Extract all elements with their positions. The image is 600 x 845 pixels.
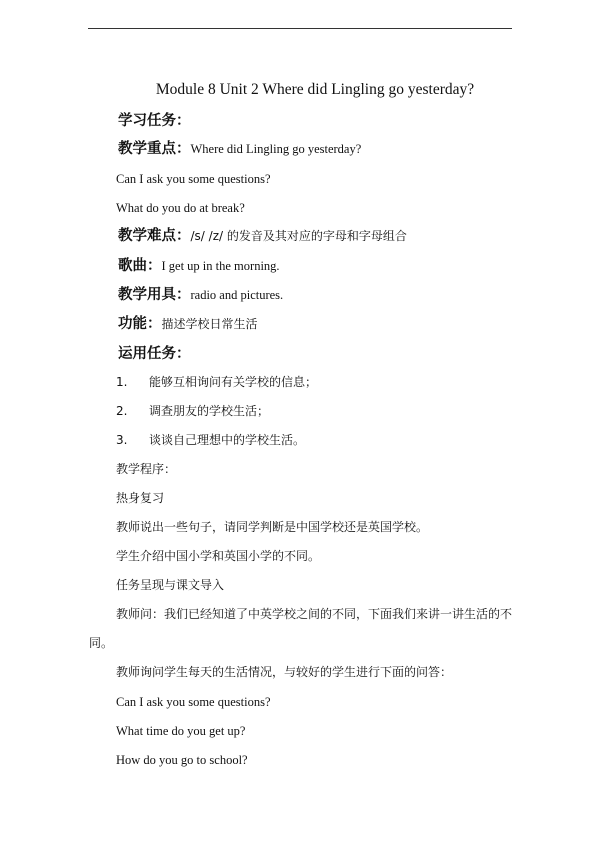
difficulty-line	[118, 228, 407, 244]
procedure-heading: 教学程序：	[116, 462, 177, 476]
warmup-heading: 热身复习	[116, 491, 165, 505]
key-point-text: Where did Lingling go yesterday?	[190, 142, 362, 156]
presentation-heading: 任务呈现与课文导入	[116, 578, 225, 592]
list-item-text: 能够互相询问有关学校的信息；	[149, 375, 318, 389]
key-point-line	[118, 141, 361, 157]
header-rule	[88, 28, 512, 29]
list-item-text: 调查朋友的学校生活；	[149, 404, 270, 418]
list-item	[116, 374, 317, 390]
list-item-text: 谈谈自己理想中的学校生活。	[149, 433, 306, 447]
song-line	[118, 258, 280, 274]
difficulty-label: 教学难点：	[118, 228, 191, 244]
tools-label: 教学用具：	[118, 287, 191, 303]
teacher-asks-line: 教师询问学生每天的生活情况，与较好的学生进行下面的问答：	[116, 665, 453, 679]
warmup-line-2: 学生介绍中国小学和英国小学的不同。	[116, 549, 321, 563]
dialogue-line-3: How do you go to school?	[116, 753, 248, 767]
question-line-1: Can I ask you some questions?	[116, 172, 271, 186]
tools-line	[118, 287, 283, 303]
teacher-question-line-1: 教师问：我们已经知道了中英学校之间的不同，下面我们来讲一讲生活的不	[116, 607, 513, 621]
document-title: Module 8 Unit 2 Where did Lingling go yesterday?	[155, 81, 475, 98]
list-item-number: 1.	[116, 375, 128, 389]
warmup-line-1: 教师说出一些句子，请同学判断是中国学校还是英国学校。	[116, 520, 429, 534]
function-line	[118, 316, 258, 332]
dialogue-line-1: Can I ask you some questions?	[116, 695, 271, 709]
list-item	[116, 432, 305, 448]
learning-tasks-heading: 学习任务：	[118, 113, 191, 129]
list-item-number: 3.	[116, 433, 128, 447]
difficulty-text: /s/ /z/ 的发音及其对应的字母和字母组合	[190, 229, 407, 243]
dialogue-line-2: What time do you get up?	[116, 724, 246, 738]
teacher-question-line-2: 同。	[89, 636, 114, 650]
function-text: 描述学校日常生活	[161, 317, 258, 331]
key-point-label: 教学重点：	[118, 141, 191, 157]
function-label: 功能：	[118, 316, 162, 332]
list-item	[116, 403, 269, 419]
song-text: I get up in the morning.	[161, 259, 280, 273]
tools-text: radio and pictures.	[190, 288, 284, 302]
list-item-number: 2.	[116, 404, 128, 418]
question-line-2: What do you do at break?	[116, 201, 245, 215]
application-tasks-heading: 运用任务：	[118, 346, 191, 362]
song-label: 歌曲：	[118, 258, 162, 274]
